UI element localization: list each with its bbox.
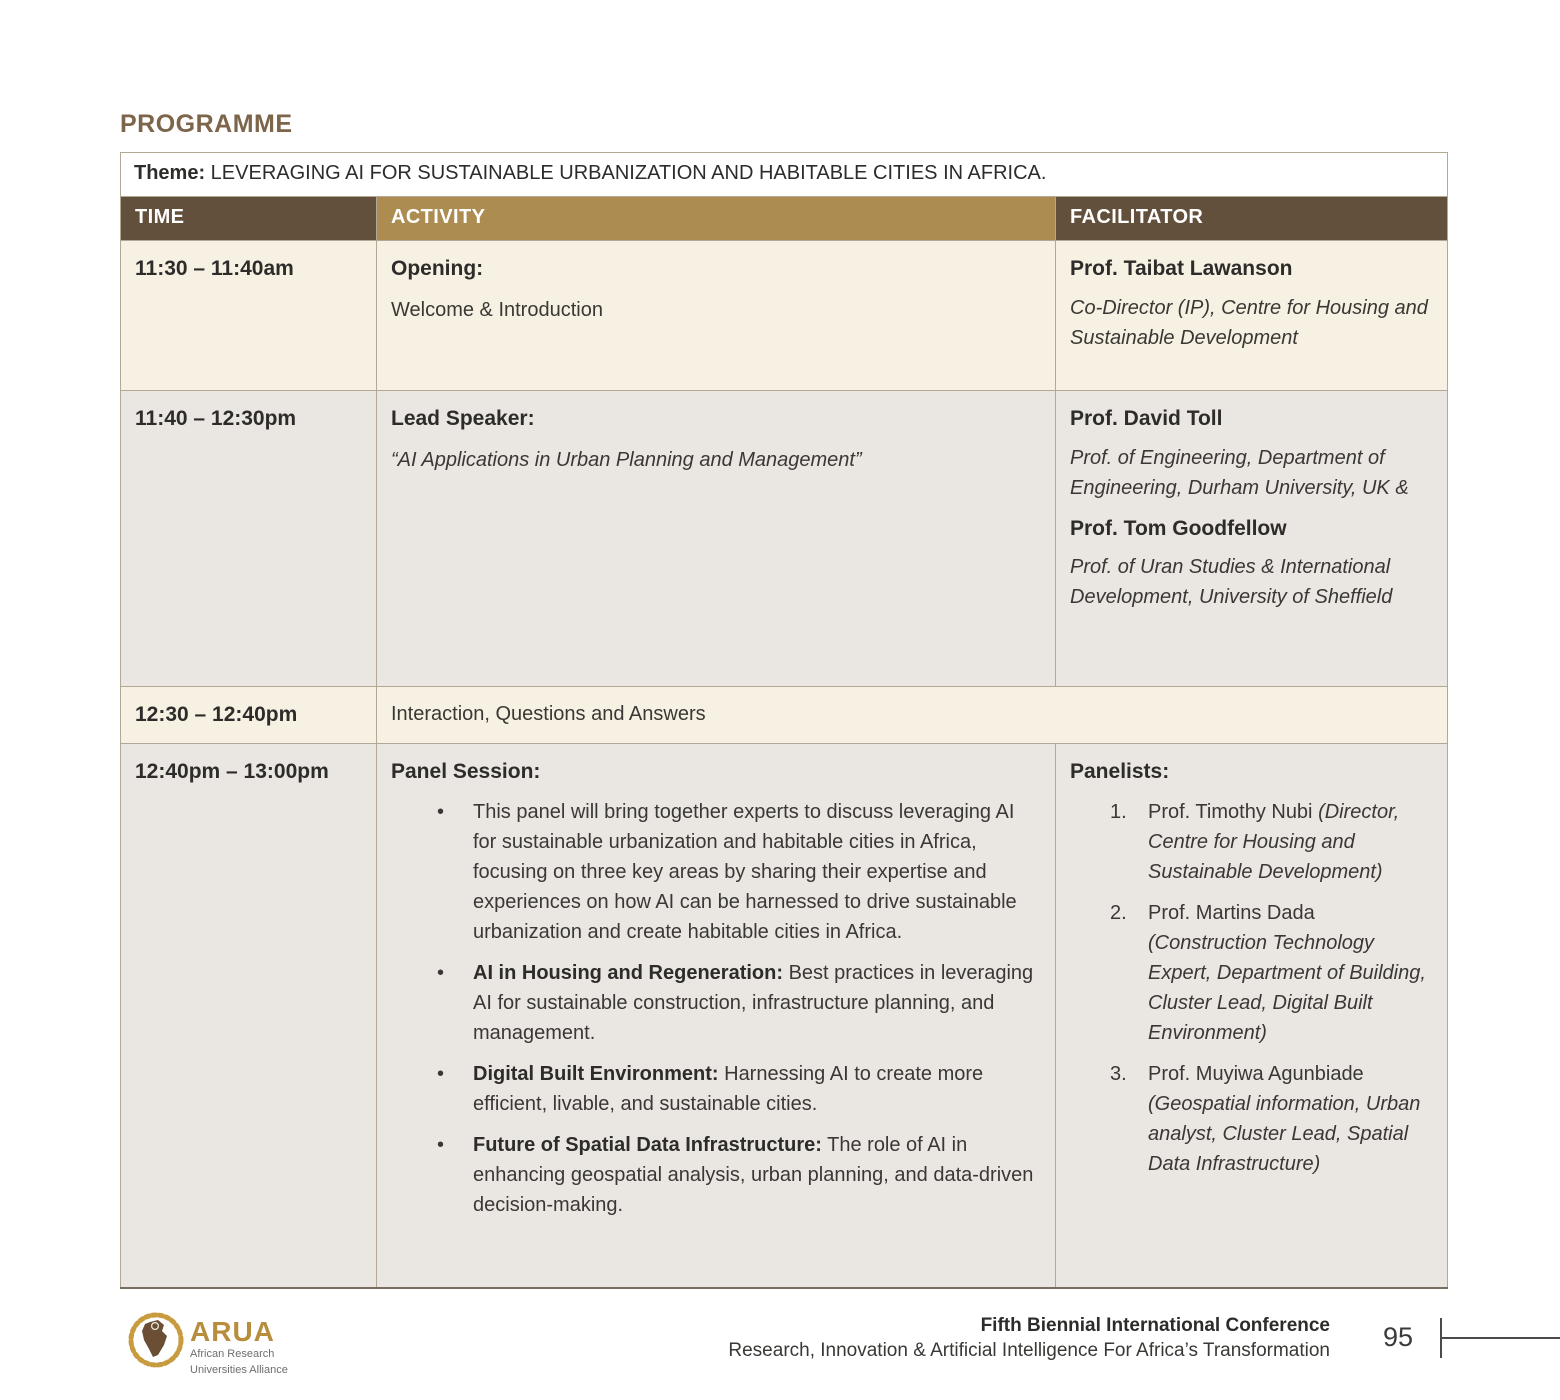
activity-quote: “AI Applications in Urban Planning and Management”	[391, 448, 862, 471]
panelist-detail: (Geospatial information, Urban analyst, Cluster Lead, Spatial Data Infrastructure)	[1148, 1093, 1421, 1175]
list-item	[1070, 797, 1433, 887]
list-item	[1070, 1059, 1433, 1179]
conference-subtitle: Research, Innovation & Artificial Intelligence For Africa’s Transformation	[728, 1339, 1330, 1361]
page-title: PROGRAMME	[120, 110, 293, 138]
facilitator-name: Prof. Tom Goodfellow	[1070, 516, 1287, 540]
list-item	[391, 1059, 1041, 1119]
activity-cell	[377, 743, 1056, 1288]
facilitator-role: Prof. of Uran Studies & International Development, University of Sheffield	[1070, 556, 1393, 608]
list-item	[391, 797, 1041, 947]
arua-logo	[128, 1308, 368, 1388]
column-header-facilitator: FACILITATOR	[1056, 197, 1448, 241]
theme-row	[121, 153, 1448, 197]
list-item	[391, 958, 1041, 1048]
arua-logo-icon	[128, 1312, 184, 1373]
panelist-name: Prof. Timothy Nubi	[1148, 801, 1319, 823]
page-number-tick-horizontal	[1440, 1337, 1560, 1339]
conference-title: Fifth Biennial International Conference	[980, 1315, 1330, 1336]
activity-cell	[377, 391, 1056, 687]
page-number: 95	[1383, 1322, 1414, 1352]
time-cell: 11:40 – 12:30pm	[121, 391, 377, 687]
arua-subtitle-2: Universities Alliance	[190, 1363, 288, 1376]
time-cell: 12:40pm – 13:00pm	[121, 743, 377, 1288]
bullet-bold: AI in Housing and Regeneration:	[473, 962, 784, 984]
list-item	[391, 1130, 1041, 1220]
facilitator-name: Prof. David Toll	[1070, 407, 1223, 430]
bullet-text: Best practices in leveraging AI for sustainable construction, infrastructure planning, and management.	[473, 962, 1034, 1044]
theme-label: Theme:	[134, 162, 206, 184]
bullet-text: The role of AI in enhancing geospatial analysis, urban planning, and data-driven decision-making.	[473, 1134, 1034, 1216]
table-row	[121, 687, 1448, 744]
activity-body: Welcome & Introduction	[391, 298, 603, 321]
facilitator-cell	[1056, 241, 1448, 391]
panelists-list	[1070, 797, 1433, 1179]
page-footer	[0, 1300, 1560, 1400]
arua-subtitle-1: African Research	[190, 1348, 275, 1360]
column-header-activity: ACTIVITY	[377, 197, 1056, 241]
theme-cell	[121, 153, 1448, 197]
bullet-bold: Digital Built Environment:	[473, 1063, 719, 1085]
time-cell: 12:30 – 12:40pm	[121, 687, 377, 744]
time-cell: 11:30 – 11:40am	[121, 241, 377, 391]
facilitator-cell	[1056, 743, 1448, 1288]
activity-lead: Panel Session:	[391, 759, 541, 783]
conference-footer-text	[630, 1314, 1330, 1363]
bullet-text: Harnessing AI to create more efficient, livable, and sustainable cities.	[473, 1063, 984, 1115]
panel-topics-list	[391, 797, 1041, 1220]
facilitator-role: Prof. of Engineering, Department of Engineering, Durham University, UK &	[1070, 446, 1409, 499]
list-item	[1070, 898, 1433, 1048]
column-header-time: TIME	[121, 197, 377, 241]
bullet-bold: Future of Spatial Data Infrastructure:	[473, 1134, 822, 1156]
facilitator-role: Co-Director (IP), Centre for Housing and Sustainable Development	[1070, 296, 1428, 349]
activity-lead: Opening:	[391, 257, 484, 280]
bullet-text: This panel will bring together experts to discuss leveraging AI for sustainable urbanization and habitable cities in Africa, focusing on three key areas by sharing their expertise and experiences on how AI can be harnessed to drive sustainable urbanization and create habitable cities in Africa.	[473, 801, 1017, 943]
activity-cell	[377, 241, 1056, 391]
table-row	[121, 391, 1448, 687]
panelists-lead: Panelists:	[1070, 759, 1170, 783]
panelist-name: Prof. Martins Dada	[1148, 902, 1315, 924]
panelist-name: Prof. Muyiwa Agunbiade	[1148, 1063, 1364, 1085]
arua-logo-text	[190, 1318, 288, 1378]
arua-brand: ARUA	[190, 1316, 275, 1347]
header-row	[121, 197, 1448, 241]
table-row	[121, 241, 1448, 391]
theme-text: LEVERAGING AI FOR SUSTAINABLE URBANIZATION AND HABITABLE CITIES IN AFRICA.	[205, 162, 1047, 184]
programme-table	[120, 152, 1448, 1289]
table-row	[121, 743, 1448, 1288]
facilitator-name: Prof. Taibat Lawanson	[1070, 257, 1293, 280]
activity-span-cell: Interaction, Questions and Answers	[377, 687, 1448, 744]
panelist-detail: (Construction Technology Expert, Department of Building, Cluster Lead, Digital Built Environment)	[1148, 932, 1426, 1044]
facilitator-cell	[1056, 391, 1448, 687]
panelist-detail: (Director, Centre for Housing and Sustainable Development)	[1148, 801, 1400, 883]
activity-lead: Lead Speaker:	[391, 407, 535, 430]
